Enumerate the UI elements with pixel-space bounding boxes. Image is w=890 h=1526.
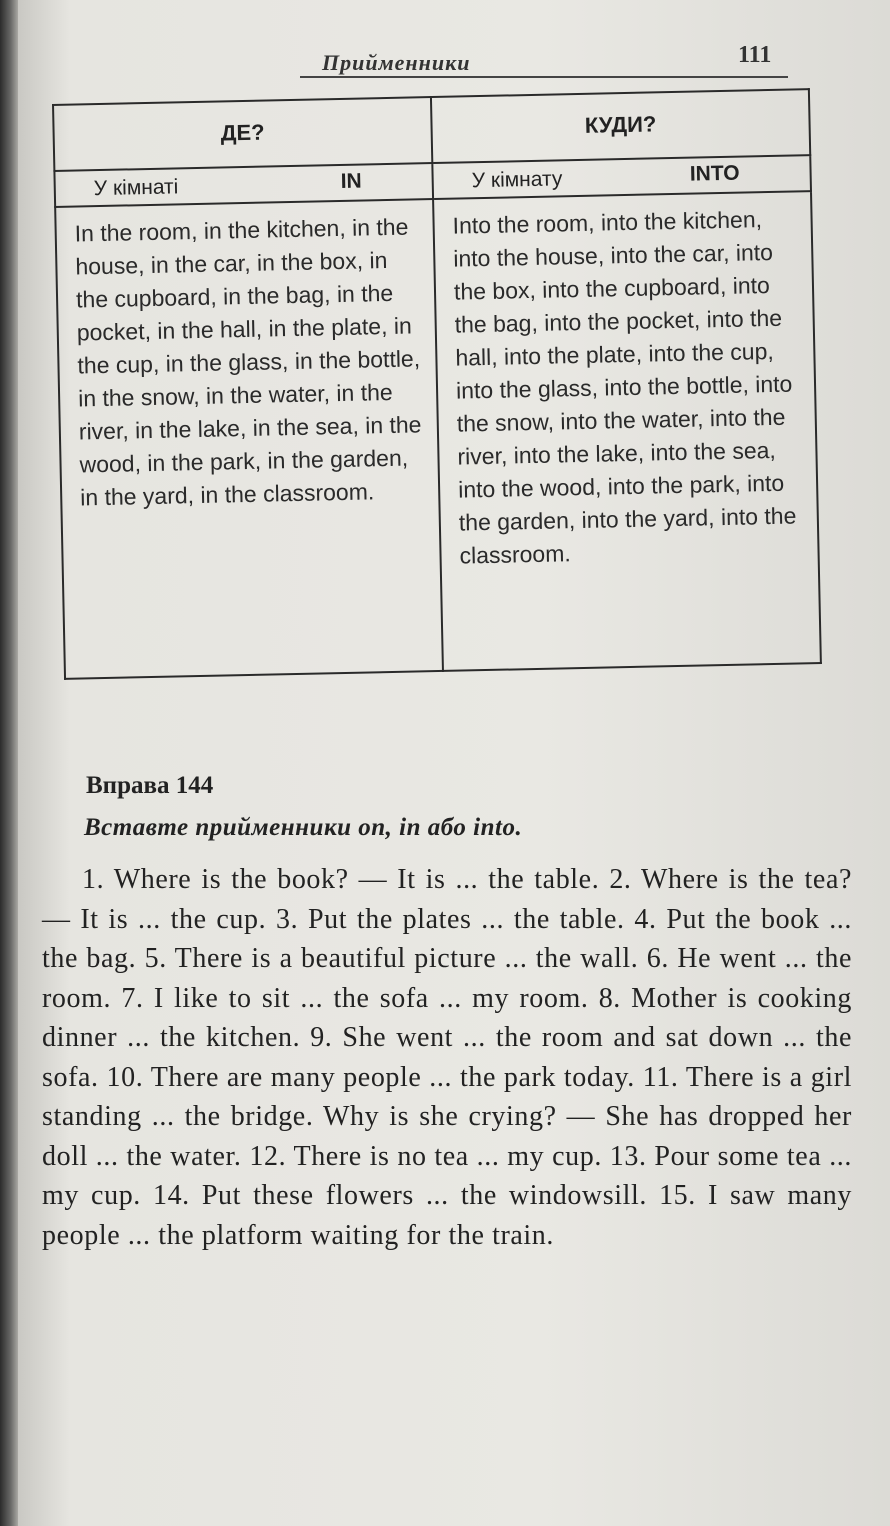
exercise-text bbox=[42, 860, 852, 1255]
page-number: 111 bbox=[738, 42, 772, 68]
running-head: Прийменники bbox=[322, 50, 471, 75]
table-heading-where: ДЕ? bbox=[53, 97, 432, 171]
subheading-ua-into: У кімнату bbox=[471, 167, 563, 193]
table-examples-into: Into the room, into the kitchen, into the house, into the car, into the box, into the cupboard, into the bag, into the pocket, into the hall, into the plate, into the cup, into the glass, into the bottle, into the snow, into the water, into the river, into the lake, into the sea, into the wood, into the park, into the garden, into the yard, into the classroom. bbox=[433, 191, 821, 671]
table-examples-in: In the room, in the kitchen, in the house, in the car, in the box, in the cupboard, in the bag, in the pocket, in the hall, in the plate, in the cup, in the glass, in the bottle, in the snow, in the water, in the river, in the lake, in the sea, in the wood, in the park, in the garden, in the yard, in the classroom. bbox=[55, 199, 443, 679]
header-rule bbox=[300, 76, 788, 78]
subheading-en-into: INTO bbox=[689, 161, 740, 186]
exercise-instruction: Вставте прийменники on, in або into. bbox=[84, 814, 523, 841]
exercise-title: Вправа 144 bbox=[86, 772, 214, 799]
exercise-paragraph: 1. Where is the book? — It is ... the table. 2. Where is the tea? — It is ... the cup. 3. Put the plates ... the table. 4. Put the book ... the bag. 5. There is a beautiful picture ... the wall. 6. He went ... the room. 7. I like to sit ... the sofa ... my room. 8. Mother is cooking dinner ... the kitchen. 9. She went ... the room and sat down ... the sofa. 10. There are many people ... the park today. 11. There is a girl standing ... the bridge. Why is she crying? — She has dropped her doll ... the water. 12. There is no tea ... my cup. 13. Pour some tea ... my cup. 14. Put these flowers ... the windowsill. 15. I saw many people ... the platform waiting for the train. bbox=[42, 864, 852, 1251]
subheading-en-in: IN bbox=[340, 169, 362, 193]
book-spine bbox=[0, 0, 18, 1526]
subheading-ua-in: У кімнаті bbox=[93, 175, 179, 201]
prepositions-table bbox=[52, 88, 822, 680]
table-heading-where-to: КУДИ? bbox=[431, 89, 810, 163]
